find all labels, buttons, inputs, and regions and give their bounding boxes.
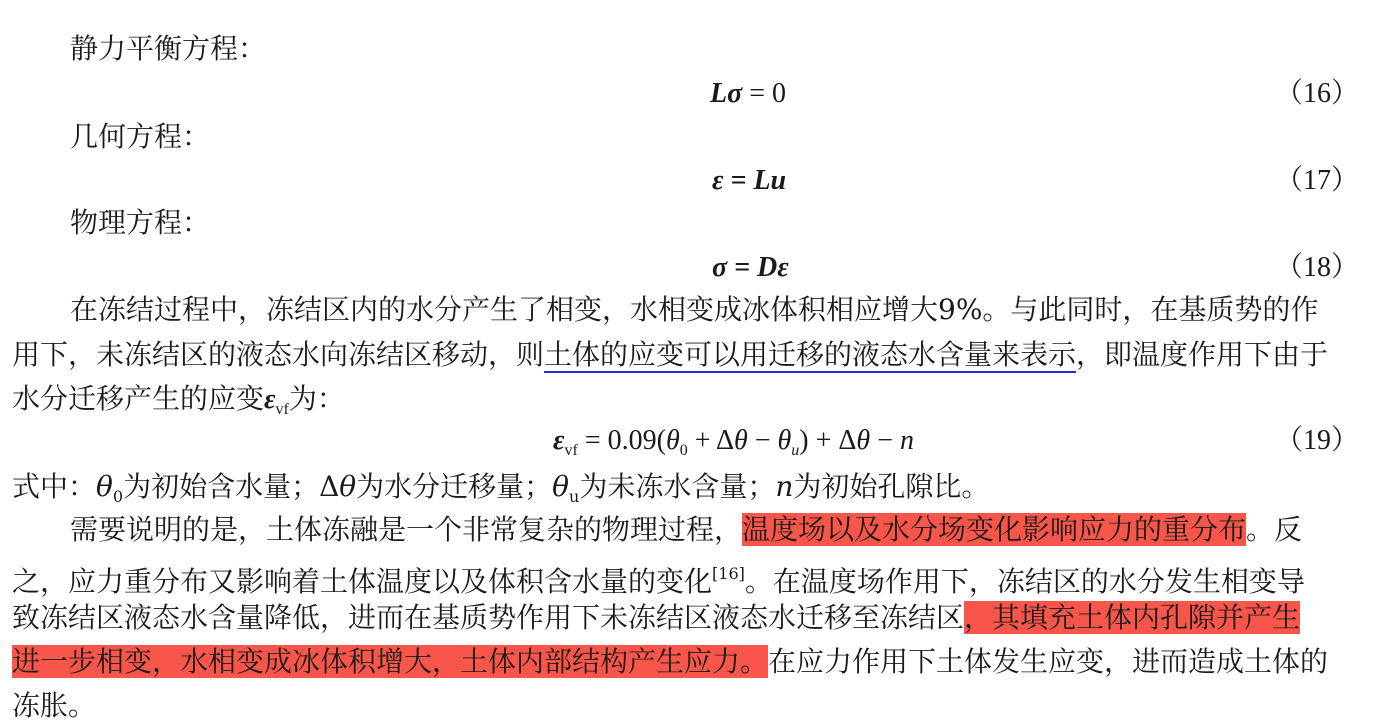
variable-definitions: 式中：$\theta_0$为初始含水量；Δθ为水分迁移量；$\theta_u$为未冻水含量；n为初始孔隙比。 bbox=[12, 470, 990, 506]
para1-line3-a: 水分迁移产生的应变 bbox=[12, 382, 265, 415]
para2-line5: 冻胀。 bbox=[12, 689, 97, 722]
para2-line4 bbox=[12, 640, 1328, 684]
equation-17 bbox=[712, 160, 786, 202]
label-geometric: 几何方程： bbox=[70, 120, 211, 153]
para1-line2 bbox=[12, 333, 1328, 377]
highlighted-phrase-2a: ，其填充土体内孔隙并产生 bbox=[964, 601, 1301, 634]
para2-line2-b: 。在温度场作用下，冻结区的水分发生相变导 bbox=[744, 565, 1305, 598]
para2-line1 bbox=[70, 508, 1302, 552]
strain-symbol: $\varepsilon_{vf}$ bbox=[264, 384, 289, 418]
label-physical: 物理方程： bbox=[70, 206, 211, 239]
para2-line3-a: 致冻结区液态水含量降低，进而在基质势作用下未冻结区液态水迁移至冻结区 bbox=[12, 601, 965, 634]
para2-line4-b: 在应力作用下土体发生应变，进而造成土体的 bbox=[768, 645, 1329, 678]
equation-18 bbox=[712, 247, 789, 289]
eq16-rhs: = 0 bbox=[749, 78, 786, 109]
para1-line3-b: 为： bbox=[288, 382, 345, 415]
underlined-phrase: 土体的应变可以用迁移的液态水含量来表示 bbox=[544, 338, 1077, 371]
para1-line2-a: 用下，未冻结区的液态水向冻结区移动，则 bbox=[12, 338, 545, 371]
citation-ref[interactable]: [16] bbox=[712, 564, 745, 583]
para2-line1-a: 需要说明的是，土体冻融是一个非常复杂的物理过程， bbox=[70, 513, 743, 546]
eq18-lhs: σ bbox=[712, 252, 728, 283]
equation-19: $\varepsilon_{vf} = 0.09(\theta_0 + \Delta\theta - \theta_u) + \Delta\theta - n$ bbox=[553, 425, 914, 459]
para1-line3 bbox=[12, 377, 345, 421]
highlighted-phrase-2b: 进一步相变，水相变成冰体积增大，土体内部结构产生应力。 bbox=[12, 645, 769, 678]
highlighted-phrase-1: 温度场以及水分场变化影响应力的重分布 bbox=[742, 513, 1247, 546]
para1-line1: 在冻结过程中，冻结区内的水分产生了相变，水相变成冰体积相应增大9%。与此同时，在基质势的作 bbox=[70, 293, 1319, 326]
eq17-rhs: = Lu bbox=[730, 165, 787, 196]
equation-number-18: （18） bbox=[1274, 252, 1359, 283]
para2-line2 bbox=[12, 552, 1305, 596]
label-static-equilibrium: 静力平衡方程： bbox=[70, 32, 267, 65]
para2-line2-a: 之，应力重分布又影响着土体温度以及体积含水量的变化 bbox=[12, 565, 713, 598]
eq17-lhs: ε bbox=[712, 165, 724, 196]
eq18-rhs: = Dε bbox=[734, 252, 789, 283]
eq16-lhs: Lσ bbox=[710, 78, 743, 109]
equation-number-16: （16） bbox=[1274, 78, 1359, 109]
para2-line1-b: 。反 bbox=[1246, 513, 1303, 546]
para1-line2-b: ，即温度作用下由于 bbox=[1076, 338, 1329, 371]
equation-16 bbox=[710, 73, 786, 115]
equation-number-17: （17） bbox=[1274, 165, 1359, 196]
equation-number-19: （19） bbox=[1274, 425, 1359, 456]
para2-line3 bbox=[12, 596, 1300, 640]
